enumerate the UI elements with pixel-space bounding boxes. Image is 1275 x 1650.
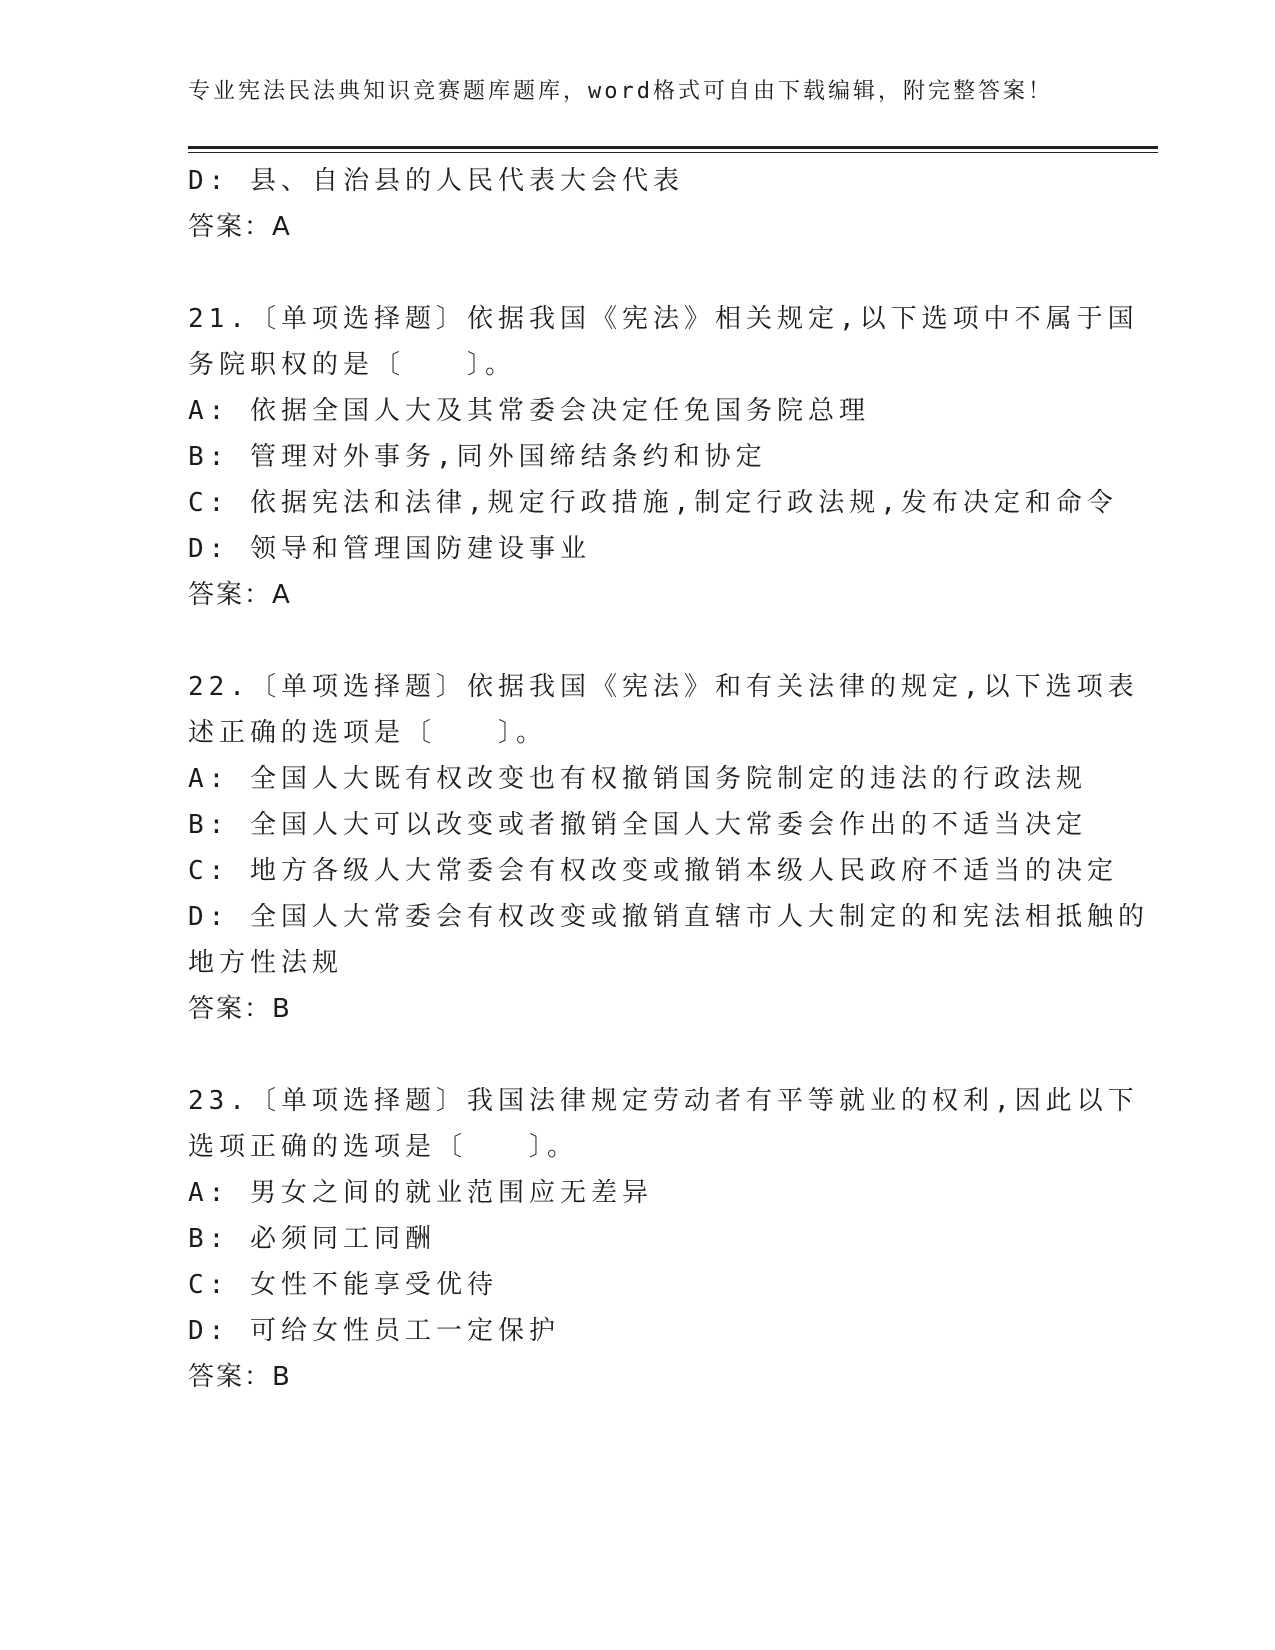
question-stem: 21.〔单项选择题〕依据我国《宪法》相关规定,以下选项中不属于国	[188, 304, 1139, 334]
question-stem-continued: 述正确的选项是〔 〕。	[188, 718, 548, 748]
question-21	[188, 296, 1139, 618]
header-rule-thin	[188, 152, 1158, 153]
question-stem-continued: 务院职权的是〔 〕。	[188, 350, 517, 380]
option-a-line: A: 依据全国人大及其常委会决定任免国务院总理	[188, 396, 870, 426]
answer-line: 答案：A	[188, 580, 292, 610]
spacer	[188, 1032, 1088, 1078]
header-rule-thick	[188, 146, 1158, 149]
page-header: 专业宪法民法典知识竞赛题库题库，word格式可自由下载编辑，附完整答案！	[188, 79, 1053, 104]
option-c-line: C: 依据宪法和法律,规定行政措施,制定行政法规,发布决定和命令	[188, 488, 1118, 518]
option-d-line: D: 全国人大常委会有权改变或撤销直辖市人大制定的和宪法相抵触的	[188, 902, 1149, 932]
option-d-line-continued: 地方性法规	[188, 948, 344, 978]
option-b-line: B: 管理对外事务,同外国缔结条约和协定	[188, 442, 767, 472]
option-d-line: D: 领导和管理国防建设事业	[188, 534, 591, 564]
question-stem: 22.〔单项选择题〕依据我国《宪法》和有关法律的规定,以下选项表	[188, 672, 1139, 702]
option-b-line: B: 必须同工同酬	[188, 1224, 436, 1254]
question-stem-continued: 选项正确的选项是〔 〕。	[188, 1132, 579, 1162]
question-22	[188, 664, 1149, 1032]
option-c-line: C: 地方各级人大常委会有权改变或撤销本级人民政府不适当的决定	[188, 856, 1118, 886]
option-b-line: B: 全国人大可以改变或者撤销全国人大常委会作出的不适当决定	[188, 810, 1087, 840]
content-body	[188, 158, 1149, 1400]
option-d-line: D: 可给女性员工一定保护	[188, 1316, 560, 1346]
answer-line: 答案：B	[188, 994, 292, 1024]
option-a-line: A: 全国人大既有权改变也有权撤销国务院制定的违法的行政法规	[188, 764, 1087, 794]
question-stem: 23.〔单项选择题〕我国法律规定劳动者有平等就业的权利,因此以下	[188, 1086, 1139, 1116]
spacer	[188, 618, 1088, 664]
question-23	[188, 1078, 1139, 1400]
answer-line: 答案：B	[188, 1362, 292, 1392]
option-c-line: C: 女性不能享受优待	[188, 1270, 498, 1300]
spacer	[188, 250, 1088, 296]
answer-line: 答案：A	[188, 212, 292, 242]
option-d-line: D: 县、自治县的人民代表大会代表	[188, 166, 684, 196]
option-a-line: A: 男女之间的就业范围应无差异	[188, 1178, 653, 1208]
